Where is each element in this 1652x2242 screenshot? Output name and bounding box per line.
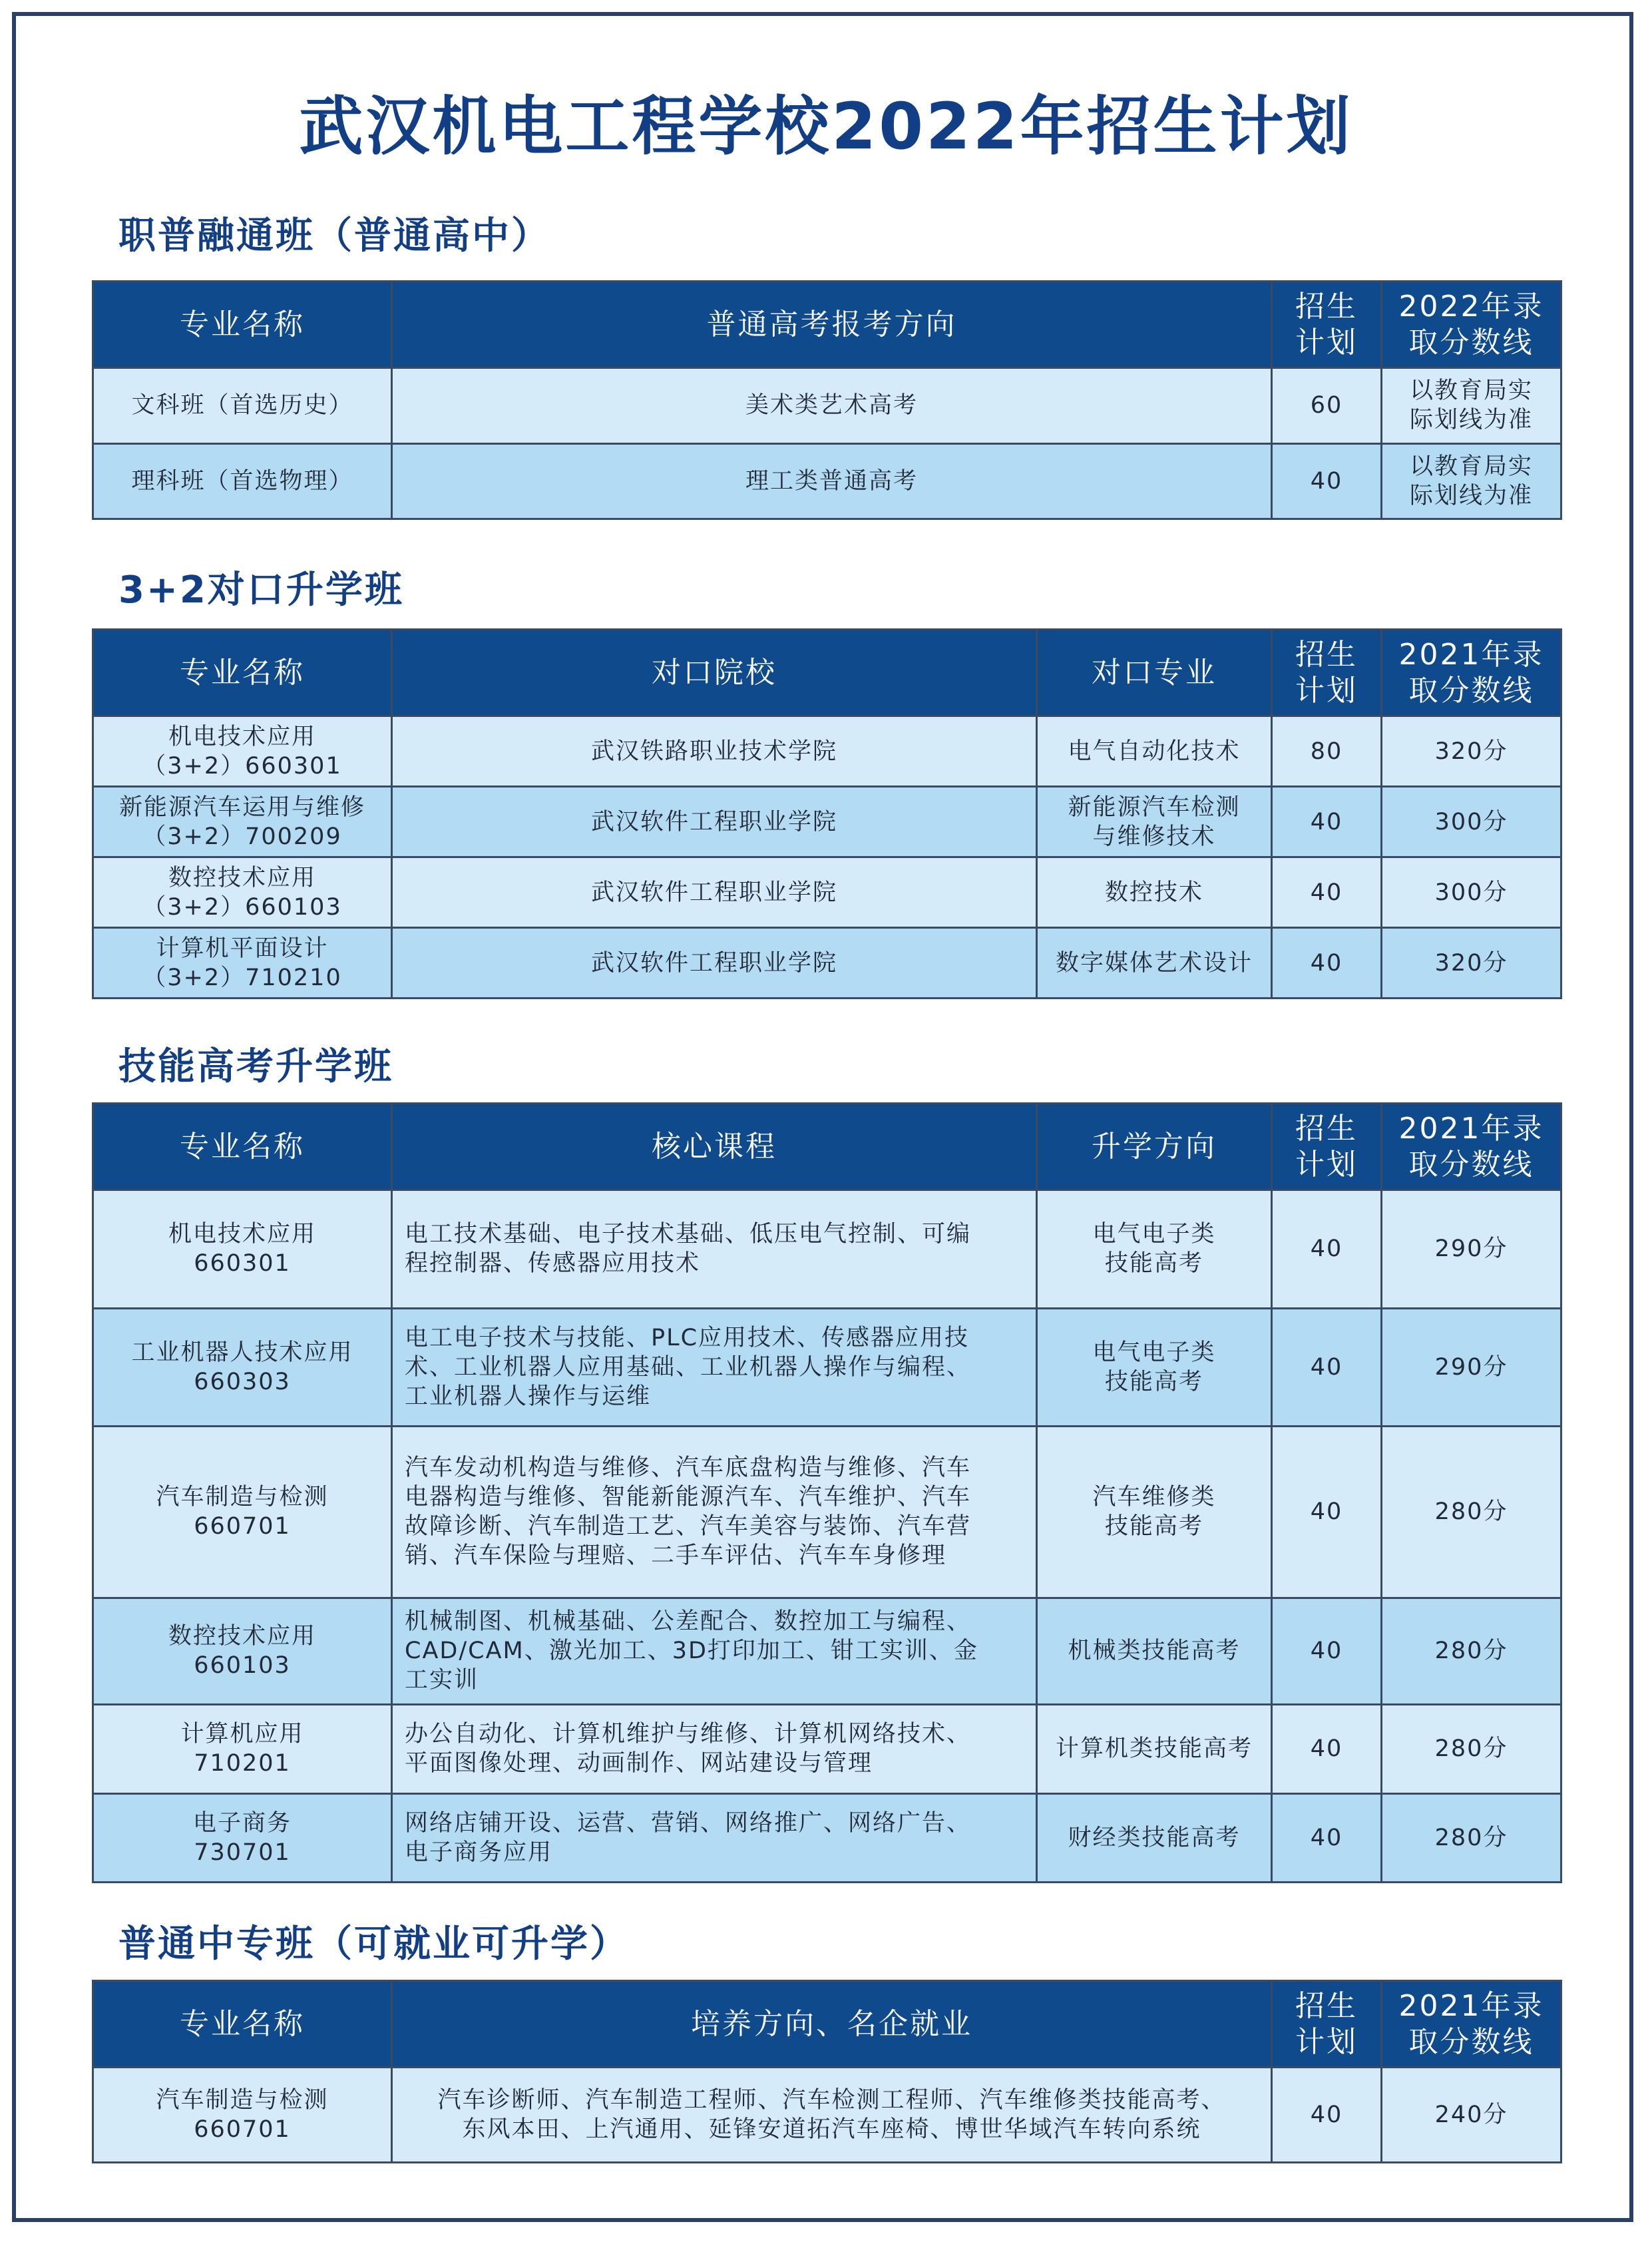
table-cell: 40 — [1272, 443, 1382, 519]
table-row — [93, 1793, 1561, 1882]
table-row — [93, 443, 1561, 519]
table-vocational-general — [92, 280, 1562, 520]
table-cell: 280分 — [1382, 1793, 1561, 1882]
table-cell: 美术类艺术高考 — [392, 368, 1272, 444]
table-cell: 文科班（首选历史） — [93, 368, 392, 444]
table-cell: 280分 — [1382, 1705, 1561, 1793]
table-row — [93, 857, 1561, 928]
table-cell: 理工类普通高考 — [392, 443, 1272, 519]
page-title: 武汉机电工程学校2022年招生计划 — [299, 89, 1353, 164]
table-cell: 40 — [1272, 1705, 1382, 1793]
table-row — [93, 1190, 1561, 1309]
table-cell: 40 — [1272, 1427, 1382, 1598]
table-cell: 理科班（首选物理） — [93, 443, 392, 519]
table-cell: 工业机器人技术应用 660303 — [93, 1308, 392, 1427]
column-header: 培养方向、名企就业 — [392, 1981, 1272, 2068]
table-cell: 计算机平面设计 （3+2）710210 — [93, 928, 392, 999]
section-title-secondary: 普通中专班（可就业可升学） — [118, 1922, 629, 1966]
table-cell: 武汉软件工程职业学院 — [392, 857, 1037, 928]
column-header: 招生 计划 — [1272, 1104, 1382, 1190]
table-cell: 电工技术基础、电子技术基础、低压电气控制、可编 程控制器、传感器应用技术 — [392, 1190, 1037, 1309]
table-cell: 80 — [1272, 716, 1382, 787]
table-cell: 300分 — [1382, 787, 1561, 857]
table-cell: 机械类技能高考 — [1037, 1598, 1272, 1704]
table-cell: 网络店铺开设、运营、营销、网络推广、网络广告、 电子商务应用 — [392, 1793, 1037, 1882]
table-header-row — [93, 282, 1561, 368]
table-cell: 机电技术应用 （3+2）660301 — [93, 716, 392, 787]
table-cell: 武汉软件工程职业学院 — [392, 928, 1037, 999]
column-header: 普通高考报考方向 — [392, 282, 1272, 368]
table-cell: 计算机类技能高考 — [1037, 1705, 1272, 1793]
table-header-row — [93, 630, 1561, 716]
table-row — [93, 716, 1561, 787]
column-header: 2021年录 取分数线 — [1382, 630, 1561, 716]
table-cell: 290分 — [1382, 1190, 1561, 1309]
column-header: 招生 计划 — [1272, 630, 1382, 716]
table-row — [93, 1705, 1561, 1793]
table-header-row — [93, 1981, 1561, 2068]
table-cell: 40 — [1272, 1598, 1382, 1704]
column-header: 专业名称 — [93, 630, 392, 716]
section-title-skill-exam: 技能高考升学班 — [118, 1045, 393, 1088]
table-row — [93, 2068, 1561, 2163]
table-cell: 计算机应用 710201 — [93, 1705, 392, 1793]
table-cell: 40 — [1272, 2068, 1382, 2163]
table-row — [93, 928, 1561, 999]
table-cell: 办公自动化、计算机维护与维修、计算机网络技术、 平面图像处理、动画制作、网站建设与管理 — [392, 1705, 1037, 1793]
section-title-3plus2: 3+2对口升学班 — [118, 568, 404, 612]
table-cell: 300分 — [1382, 857, 1561, 928]
table-cell: 40 — [1272, 857, 1382, 928]
table-row — [93, 787, 1561, 857]
table-skill-exam — [92, 1102, 1562, 1883]
table-cell: 电气自动化技术 — [1037, 716, 1272, 787]
table-cell: 以教育局实 际划线为准 — [1382, 443, 1561, 519]
table-cell: 40 — [1272, 1190, 1382, 1309]
table-cell: 数控技术应用 （3+2）660103 — [93, 857, 392, 928]
table-cell: 280分 — [1382, 1427, 1561, 1598]
table-cell: 280分 — [1382, 1598, 1561, 1704]
table-cell: 数字媒体艺术设计 — [1037, 928, 1272, 999]
table-cell: 数控技术应用 660103 — [93, 1598, 392, 1704]
column-header: 招生 计划 — [1272, 1981, 1382, 2068]
table-cell: 新能源汽车检测 与维修技术 — [1037, 787, 1272, 857]
table-cell: 电工电子技术与技能、PLC应用技术、传感器应用技 术、工业机器人应用基础、工业机器人操作与编程、 工业机器人操作与运维 — [392, 1308, 1037, 1427]
table-cell: 新能源汽车运用与维修 （3+2）700209 — [93, 787, 392, 857]
table-cell: 40 — [1272, 787, 1382, 857]
column-header: 专业名称 — [93, 1981, 392, 2068]
section-title-vocational-general: 职普融通班（普通高中） — [118, 214, 550, 258]
table-cell: 汽车制造与检测 660701 — [93, 2068, 392, 2163]
table-cell: 武汉软件工程职业学院 — [392, 787, 1037, 857]
table-cell: 320分 — [1382, 716, 1561, 787]
column-header: 2021年录 取分数线 — [1382, 1981, 1561, 2068]
table-cell: 电气电子类 技能高考 — [1037, 1190, 1272, 1309]
table-row — [93, 1308, 1561, 1427]
table-cell: 汽车诊断师、汽车制造工程师、汽车检测工程师、汽车维修类技能高考、 东风本田、上汽通用、延锋安道拓汽车座椅、博世华域汽车转向系统 — [392, 2068, 1272, 2163]
table-cell: 汽车发动机构造与维修、汽车底盘构造与维修、汽车 电器构造与维修、智能新能源汽车、汽车维护、汽车 故障诊断、汽车制造工艺、汽车美容与装饰、汽车营 销、汽车保险与理赔、二手车评估、汽车车身修理 — [392, 1427, 1037, 1598]
column-header: 招生 计划 — [1272, 282, 1382, 368]
table-cell: 电气电子类 技能高考 — [1037, 1308, 1272, 1427]
column-header: 升学方向 — [1037, 1104, 1272, 1190]
table-cell: 汽车制造与检测 660701 — [93, 1427, 392, 1598]
table-cell: 40 — [1272, 1793, 1382, 1882]
table-row — [93, 1598, 1561, 1704]
table-cell: 60 — [1272, 368, 1382, 444]
column-header: 专业名称 — [93, 282, 392, 368]
column-header: 对口院校 — [392, 630, 1037, 716]
table-cell: 以教育局实 际划线为准 — [1382, 368, 1561, 444]
table-cell: 240分 — [1382, 2068, 1561, 2163]
table-cell: 武汉铁路职业技术学院 — [392, 716, 1037, 787]
table-3plus2 — [92, 628, 1562, 999]
table-cell: 电子商务 730701 — [93, 1793, 392, 1882]
column-header: 2021年录 取分数线 — [1382, 1104, 1561, 1190]
table-row — [93, 1427, 1561, 1598]
table-cell: 40 — [1272, 928, 1382, 999]
table-secondary — [92, 1980, 1562, 2163]
table-cell: 40 — [1272, 1308, 1382, 1427]
table-cell: 320分 — [1382, 928, 1561, 999]
column-header: 核心课程 — [392, 1104, 1037, 1190]
table-row — [93, 368, 1561, 444]
column-header: 专业名称 — [93, 1104, 392, 1190]
table-cell: 机械制图、机械基础、公差配合、数控加工与编程、 CAD/CAM、激光加工、3D打印加工、钳工实训、金 工实训 — [392, 1598, 1037, 1704]
table-cell: 数控技术 — [1037, 857, 1272, 928]
column-header: 对口专业 — [1037, 630, 1272, 716]
table-cell: 290分 — [1382, 1308, 1561, 1427]
column-header: 2022年录 取分数线 — [1382, 282, 1561, 368]
table-cell: 机电技术应用 660301 — [93, 1190, 392, 1309]
table-cell: 汽车维修类 技能高考 — [1037, 1427, 1272, 1598]
table-cell: 财经类技能高考 — [1037, 1793, 1272, 1882]
table-header-row — [93, 1104, 1561, 1190]
